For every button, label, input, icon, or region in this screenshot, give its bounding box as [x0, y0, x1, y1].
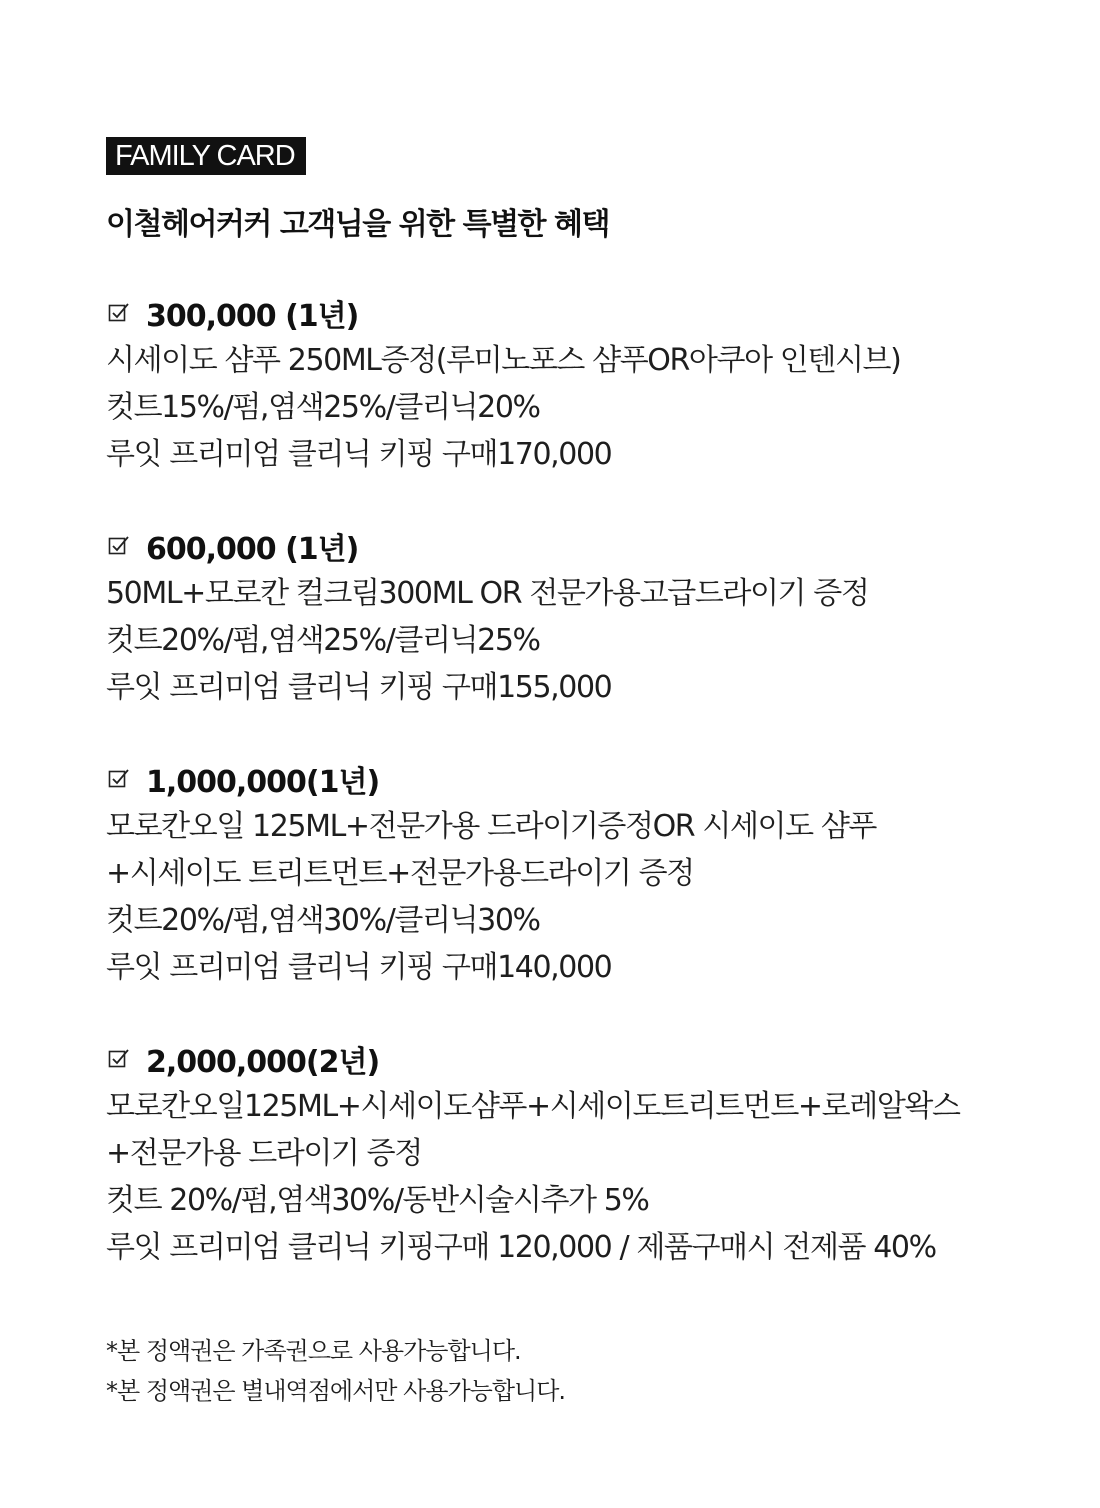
- tier-line: 시세이도 샴푸 250ML증정(루미노포스 샴푸OR아쿠아 인텐시브): [106, 343, 901, 378]
- tier-line: 루잇 프리미엄 클리닉 키핑 구매170,000: [106, 437, 612, 472]
- checkbox-checked-icon: [108, 302, 130, 324]
- benefits-document: [106, 137, 1066, 1411]
- checkbox-checked-icon: [108, 1048, 130, 1070]
- tier-line: 루잇 프리미엄 클리닉 키핑 구매140,000: [106, 950, 612, 985]
- footnotes: [106, 1331, 1066, 1411]
- tier-header: [106, 291, 1066, 335]
- tier-1000000: [106, 757, 1066, 991]
- tier-line: +시세이도 트리트먼트+전문가용드라이기 증정: [106, 856, 694, 891]
- tier-line: 컷트 20%/펌,염색30%/동반시술시추가 5%: [106, 1183, 649, 1218]
- tier-line: 루잇 프리미엄 클리닉 키핑 구매155,000: [106, 670, 612, 705]
- tier-title: 2,000,000(2년): [146, 1045, 380, 1080]
- tier-header: [106, 524, 1066, 568]
- tier-300000: [106, 291, 1066, 478]
- footnote: *본 정액권은 별내역점에서만 사용가능합니다.: [106, 1377, 566, 1405]
- tier-title: 600,000 (1년): [146, 532, 359, 567]
- tier-header: [106, 757, 1066, 801]
- tier-line: 50ML+모로칸 컬크림300ML OR 전문가용고급드라이기 증정: [106, 576, 869, 611]
- tier-line: 루잇 프리미엄 클리닉 키핑구매 120,000 / 제품구매시 전제품 40%: [106, 1230, 936, 1265]
- tier-line: 컷트15%/펌,염색25%/클리닉20%: [106, 390, 540, 425]
- tier-header: [106, 1037, 1066, 1081]
- tier-line: 모로칸오일125ML+시세이도샴푸+시세이도트리트먼트+로레알왁스: [106, 1089, 960, 1124]
- tier-2000000: [106, 1037, 1066, 1271]
- tier-line: 컷트20%/펌,염색25%/클리닉25%: [106, 623, 540, 658]
- tier-line: 모로칸오일 125ML+전문가용 드라이기증정OR 시세이도 샴푸: [106, 809, 876, 844]
- checkbox-checked-icon: [108, 768, 130, 790]
- footnote: *본 정액권은 가족권으로 사용가능합니다.: [106, 1337, 521, 1365]
- tier-title: 1,000,000(1년): [146, 765, 380, 800]
- benefits-subtitle: 이철헤어커커 고객님을 위한 특별한 혜택: [106, 207, 609, 242]
- tier-title: 300,000 (1년): [146, 299, 359, 334]
- tier-600000: [106, 524, 1066, 711]
- tier-line: +전문가용 드라이기 증정: [106, 1136, 422, 1171]
- checkbox-checked-icon: [108, 535, 130, 557]
- tier-line: 컷트20%/펌,염색30%/클리닉30%: [106, 903, 540, 938]
- family-card-badge: FAMILY CARD: [106, 137, 306, 175]
